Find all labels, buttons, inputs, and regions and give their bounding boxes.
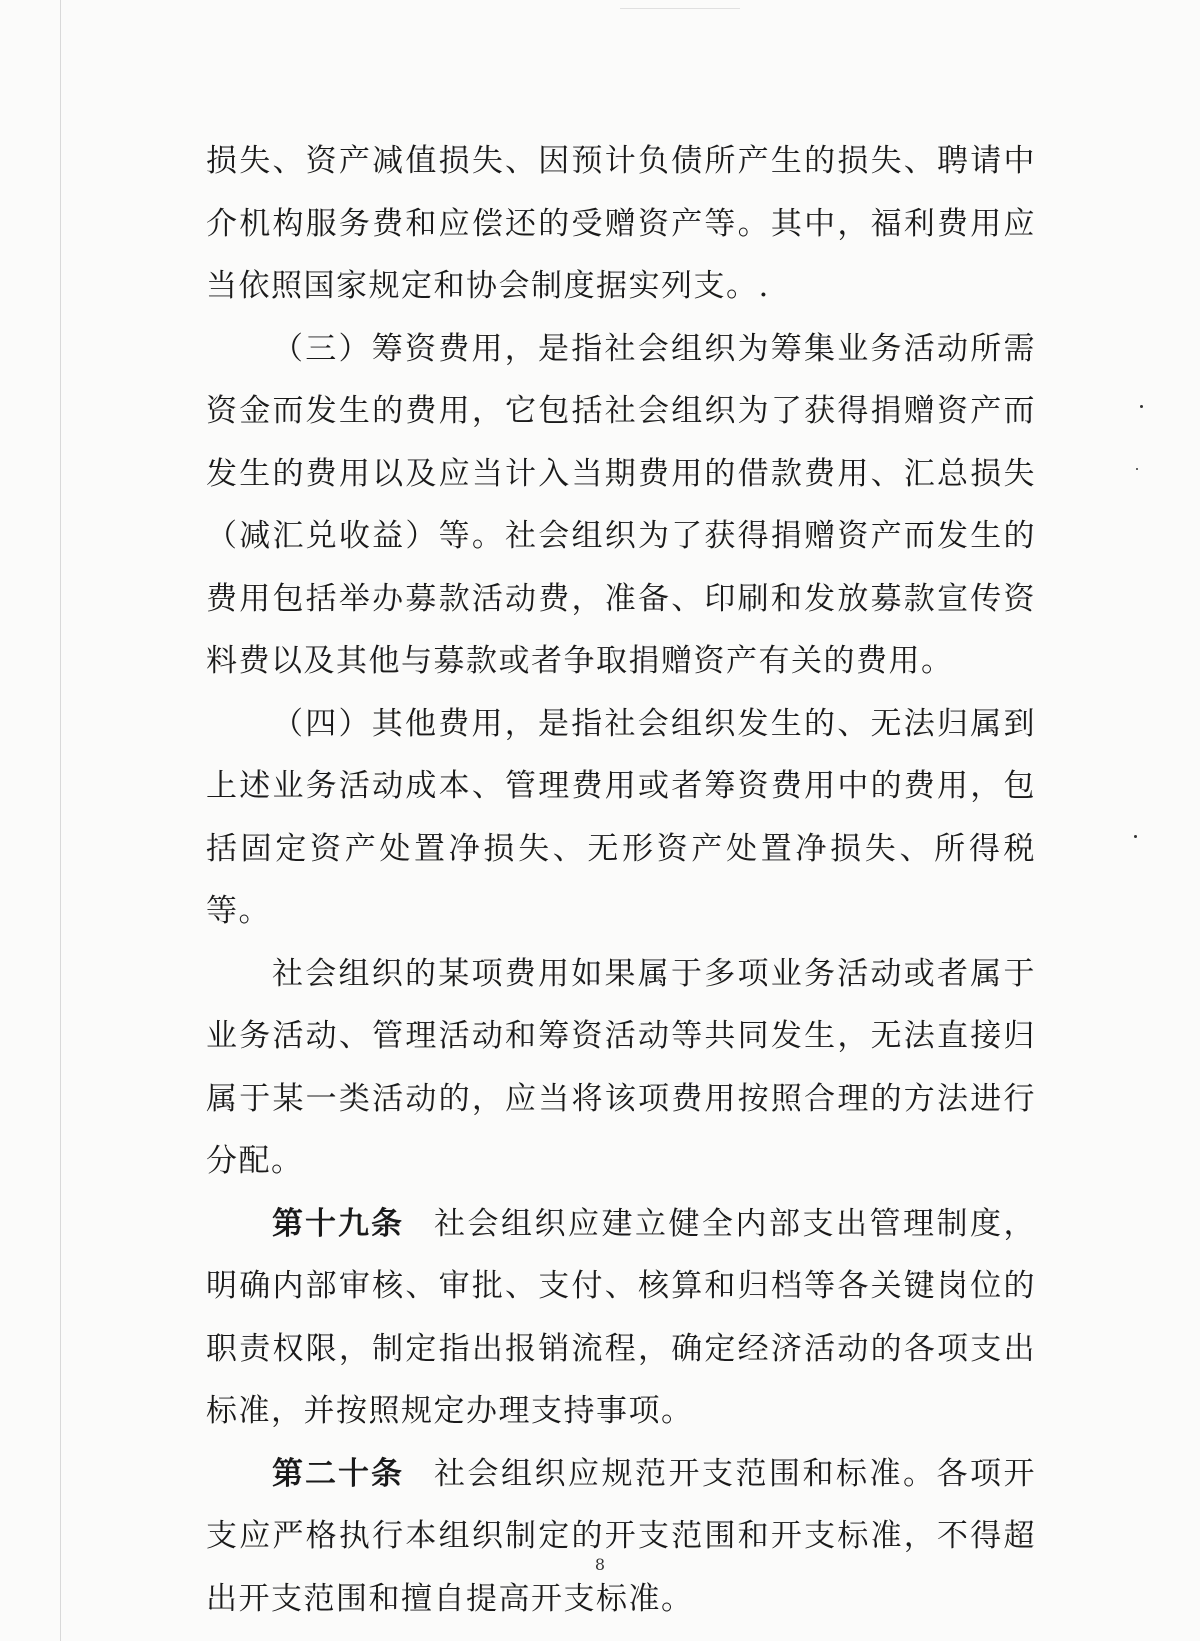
scan-top-mark (620, 8, 740, 9)
article-20-text: 社会组织应规范开支范围和标准。各项开支应严格执行本组织制定的开支范围和开支标准，不得超出开支范围和擅自提高开支标准。 (206, 1455, 1036, 1617)
article-19 (206, 1193, 1036, 1443)
scan-speck (1140, 405, 1143, 408)
article-20-heading: 第二十条 (272, 1455, 404, 1492)
paragraph-expense-allocation: 社会组织的某项费用如果属于多项业务活动或者属于业务活动、管理活动和筹资活动等共同发生，无法直接归属于某一类活动的，应当将该项费用按照合理的方法进行分配。 (206, 955, 1036, 1179)
article-20 (206, 1443, 1036, 1631)
page-number: 8 (594, 1555, 606, 1574)
scan-speck (1136, 468, 1138, 470)
paragraph-expense-continuation: 损失、资产减值损失、因预计负债所产生的损失、聘请中介机构服务费和应偿还的受赠资产等。其中，福利费用应当依照国家规定和协会制度据实列支。. (206, 143, 1036, 304)
article-19-text: 社会组织应建立健全内部支出管理制度，明确内部审核、审批、支付、核算和归档等各关键岗位的职责权限，制定指出报销流程，确定经济活动的各项支出标准，并按照规定办理支持事项。 (206, 1205, 1036, 1429)
paragraph-financing-expenses: （三）筹资费用，是指社会组织为筹集业务活动所需资金而发生的费用，它包括社会组织为了获得捐赠资产而发生的费用以及应当计入当期费用的借款费用、汇总损失（减汇兑收益）等。社会组织为了获得捐赠资产而发生的费用包括举办募款活动费，准备、印刷和发放募款宣传资料费以及其他与募款或者争取捐赠资产有关的费用。 (206, 330, 1036, 679)
scan-speck (1134, 835, 1137, 838)
article-19-heading: 第十九条 (272, 1205, 404, 1242)
document-body (206, 130, 1036, 1630)
paragraph-other-expenses: （四）其他费用，是指社会组织发生的、无法归属到上述业务活动成本、管理费用或者筹资费用中的费用，包括固定资产处置净损失、无形资产处置净损失、所得税等。 (206, 705, 1036, 929)
scan-edge-line (60, 0, 61, 1641)
